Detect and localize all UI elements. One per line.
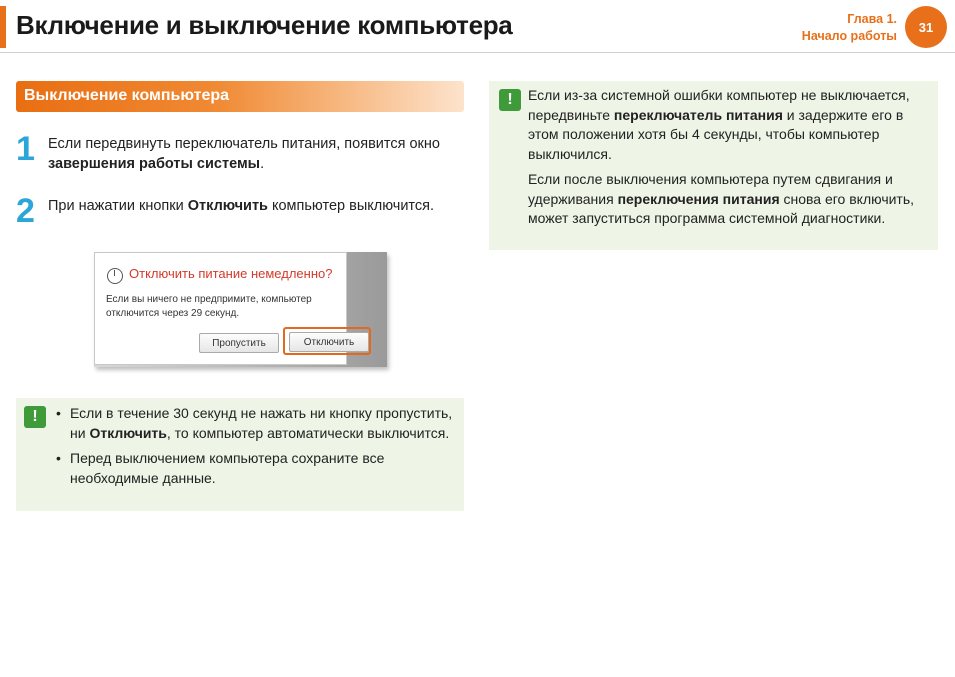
- shutdown-button[interactable]: Отключить: [289, 332, 369, 352]
- note-text-bold: Отключить: [89, 424, 167, 441]
- step-text-bold: Отключить: [187, 198, 268, 214]
- note-text-bold: переключатель питания: [613, 106, 783, 123]
- step-text-bold: завершения работы системы: [48, 156, 261, 172]
- note-box-left: [16, 398, 464, 511]
- note-paragraph: [528, 86, 932, 164]
- note-text: [56, 404, 456, 494]
- header-accent-bar: [0, 6, 6, 48]
- note-text-part: снова его включить, может запуститься программа системной диагностики.: [528, 190, 915, 226]
- section-header: [16, 81, 464, 112]
- section-title: Выключение компьютера: [24, 87, 230, 104]
- step-number: 1: [16, 130, 35, 168]
- chapter-number: Глава 1.: [847, 12, 897, 26]
- note-text-part: и задержите его в этом положении хотя бы 4 секунды, чтобы компьютер выключился.: [528, 106, 904, 162]
- dialog-title: Отключить питание немедленно?: [129, 266, 333, 281]
- note-text-part: Если в течение 30 секунд не нажать ни кнопку пропустить, ни: [70, 405, 453, 441]
- step-text-part: Если передвинуть переключатель питания, появится окно: [48, 136, 440, 152]
- step-text-part: При нажатии кнопки: [48, 198, 188, 214]
- header-divider: [0, 52, 955, 53]
- note-text: [528, 86, 932, 235]
- shutdown-button-highlight: [283, 327, 371, 355]
- note-text-part: Если после выключения компьютера путем сдвигания и удерживания: [528, 171, 893, 207]
- step-text-part: .: [260, 156, 265, 172]
- page-title: Включение и выключение компьютера: [16, 10, 513, 40]
- note-bullet: • Перед выключением компьютера сохраните все необходимые данные.: [56, 449, 456, 488]
- power-icon: [107, 268, 123, 284]
- note-paragraph: [528, 170, 932, 229]
- exclamation-icon: !: [499, 89, 521, 111]
- step-text: [48, 134, 468, 174]
- chapter-label: [802, 11, 897, 45]
- note-box-right: [489, 81, 938, 250]
- page-number-badge: 31: [905, 6, 947, 48]
- exclamation-icon: !: [24, 406, 46, 428]
- skip-button[interactable]: Пропустить: [199, 333, 279, 353]
- dialog-message: Если вы ничего не предпримите, компьютер отключится через 29 секунд.: [106, 294, 312, 319]
- note-bullet: [56, 404, 456, 443]
- note-text-bold: переключения питания: [617, 190, 780, 207]
- step-text-part: компьютер выключится.: [267, 198, 435, 214]
- chapter-name: Начало работы: [801, 29, 897, 43]
- step-text: [48, 196, 468, 216]
- note-text-part: Если из-за системной ошибки компьютер не выключается, передвиньте: [528, 87, 910, 123]
- note-text-part: , то компьютер автоматически выключится.: [166, 424, 450, 441]
- step-number: 2: [16, 192, 35, 230]
